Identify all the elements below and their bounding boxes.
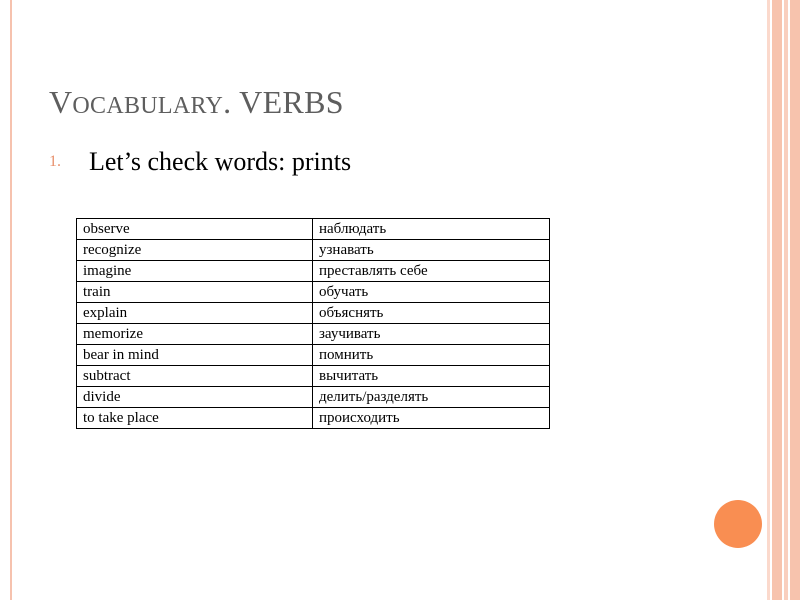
english-word-cell: recognize (77, 240, 313, 261)
title-rest: . VERBS (223, 84, 344, 120)
table-row (77, 261, 550, 282)
russian-translation-cell: вычитать (313, 366, 550, 387)
russian-translation-cell: обучать (313, 282, 550, 303)
table-row (77, 240, 550, 261)
english-word-cell: imagine (77, 261, 313, 282)
orange-circle-decoration (714, 500, 762, 548)
russian-translation-cell: помнить (313, 345, 550, 366)
english-word-cell: to take place (77, 408, 313, 429)
table-row (77, 219, 550, 240)
table-row (77, 387, 550, 408)
english-word-cell: observe (77, 219, 313, 240)
russian-translation-cell: заучивать (313, 324, 550, 345)
table-row (77, 345, 550, 366)
english-word-cell: memorize (77, 324, 313, 345)
table-row (77, 303, 550, 324)
table-row (77, 282, 550, 303)
vocabulary-table-body (77, 219, 550, 429)
russian-translation-cell: преставлять себе (313, 261, 550, 282)
english-word-cell: divide (77, 387, 313, 408)
stripe (772, 0, 782, 600)
russian-translation-cell: делить/разделять (313, 387, 550, 408)
english-word-cell: bear in mind (77, 345, 313, 366)
russian-translation-cell: наблюдать (313, 219, 550, 240)
stripe (790, 0, 800, 600)
english-word-cell: train (77, 282, 313, 303)
russian-translation-cell: объяснять (313, 303, 550, 324)
list-number: 1. (49, 153, 61, 170)
english-word-cell: subtract (77, 366, 313, 387)
numbered-list-item (49, 142, 351, 182)
vocabulary-table (76, 218, 550, 429)
title-small-caps: OCABULARY (72, 93, 224, 119)
russian-translation-cell: происходить (313, 408, 550, 429)
table-row (77, 324, 550, 345)
slide-title (49, 80, 344, 128)
right-decorative-stripes (767, 0, 800, 600)
table-row (77, 408, 550, 429)
table-row (77, 366, 550, 387)
left-border-line (10, 0, 12, 600)
title-first-letter: V (49, 84, 73, 120)
russian-translation-cell: узнавать (313, 240, 550, 261)
english-word-cell: explain (77, 303, 313, 324)
list-text: Let’s check words: prints (89, 147, 352, 176)
